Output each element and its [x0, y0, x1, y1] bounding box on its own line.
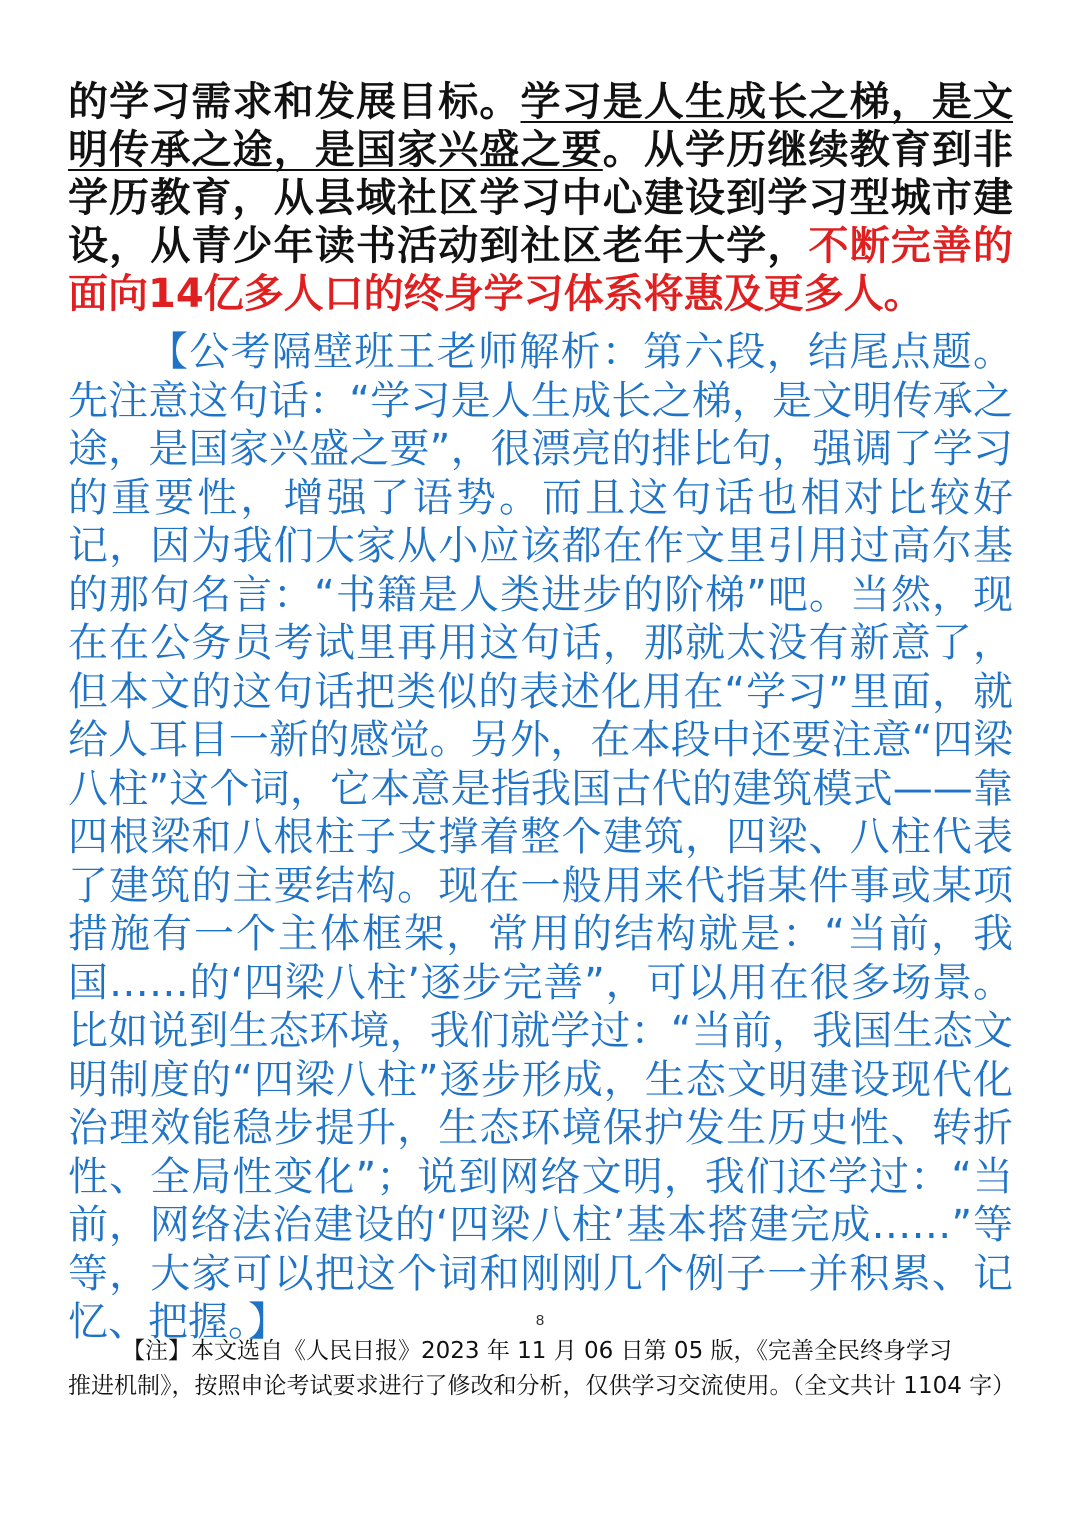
analysis-text: 【公考隔壁班王老师解析：第六段，结尾点题。先注意这句话：“学习是人生成长之梯，是文明传承之途，是国家兴盛之要”，很漂亮的排比句，强调了学习的重要性，增强了语势。而且这句话也相对比较好记，因为我们大家从小应该都在作文里引用过高尔基的那句名言：“书籍是人类进步的阶梯”吧。当然，现在在公务员考试里再用这句话，那就太没有新意了，但本文的这句话把类似的表述化用在“学习”里面，就给人耳目一新的感觉。另外，在本段中还要注意“四梁八柱”这个词，它本意是指我国古代的建筑模式——靠四根梁和八根柱子支撑着整个建筑，四梁、八柱代表了建筑的主要结构。现在一般用来代指某件事或某项措施有一个主体框架，常用的结构就是：“当前，我国……的‘四梁八柱’逐步完善”，可以用在很多场景。比如说到生态环境，我们就学过：“当前，我国生态文明制度的“四梁八柱”逐步形成，生态文明建设现代化治理效能稳步提升，生态环境保护发生历史性、转折性、全局性变化”；说到网络文明，我们还学过：“当前，网络法治建设的‘四梁八柱’基本搭建完成……”等等，大家可以把这个词和刚刚几个例子一并积累、记忆、把握。】 — [68, 329, 1013, 1345]
note-line-1: 【注】本文选自《人民日报》2023 年 11 月 06 日第 05 版，《完善全民终身学习 — [122, 1338, 953, 1364]
teacher-analysis — [68, 328, 1013, 1347]
paragraph-middle-text: 。从学历继续教育到非学历教育，从县域社区学习中心建设到学习型城市建设，从青少年读书活动到社区老年大学， — [68, 127, 1014, 269]
paragraph-intro-text: 的学习需求和发展目标。 — [68, 79, 521, 125]
page-number: 8 — [535, 1312, 545, 1329]
article-paragraph — [68, 78, 1013, 318]
source-note-first-line — [122, 1334, 1010, 1369]
paragraph-body — [68, 78, 1013, 318]
red-highlight-sentence: 不断完善的面向14亿多人口的终身学习体系将惠及更多人。 — [68, 223, 1014, 317]
source-note-rest — [68, 1369, 1016, 1404]
underlined-key-sentence: 学习是人生成长之梯，是文明传承之途，是国家兴盛之要 — [68, 79, 1013, 173]
note-line-rest: 推进机制》，按照申论考试要求进行了修改和分析，仅供学习交流使用。（全文共计 1104 字） — [68, 1373, 1016, 1399]
